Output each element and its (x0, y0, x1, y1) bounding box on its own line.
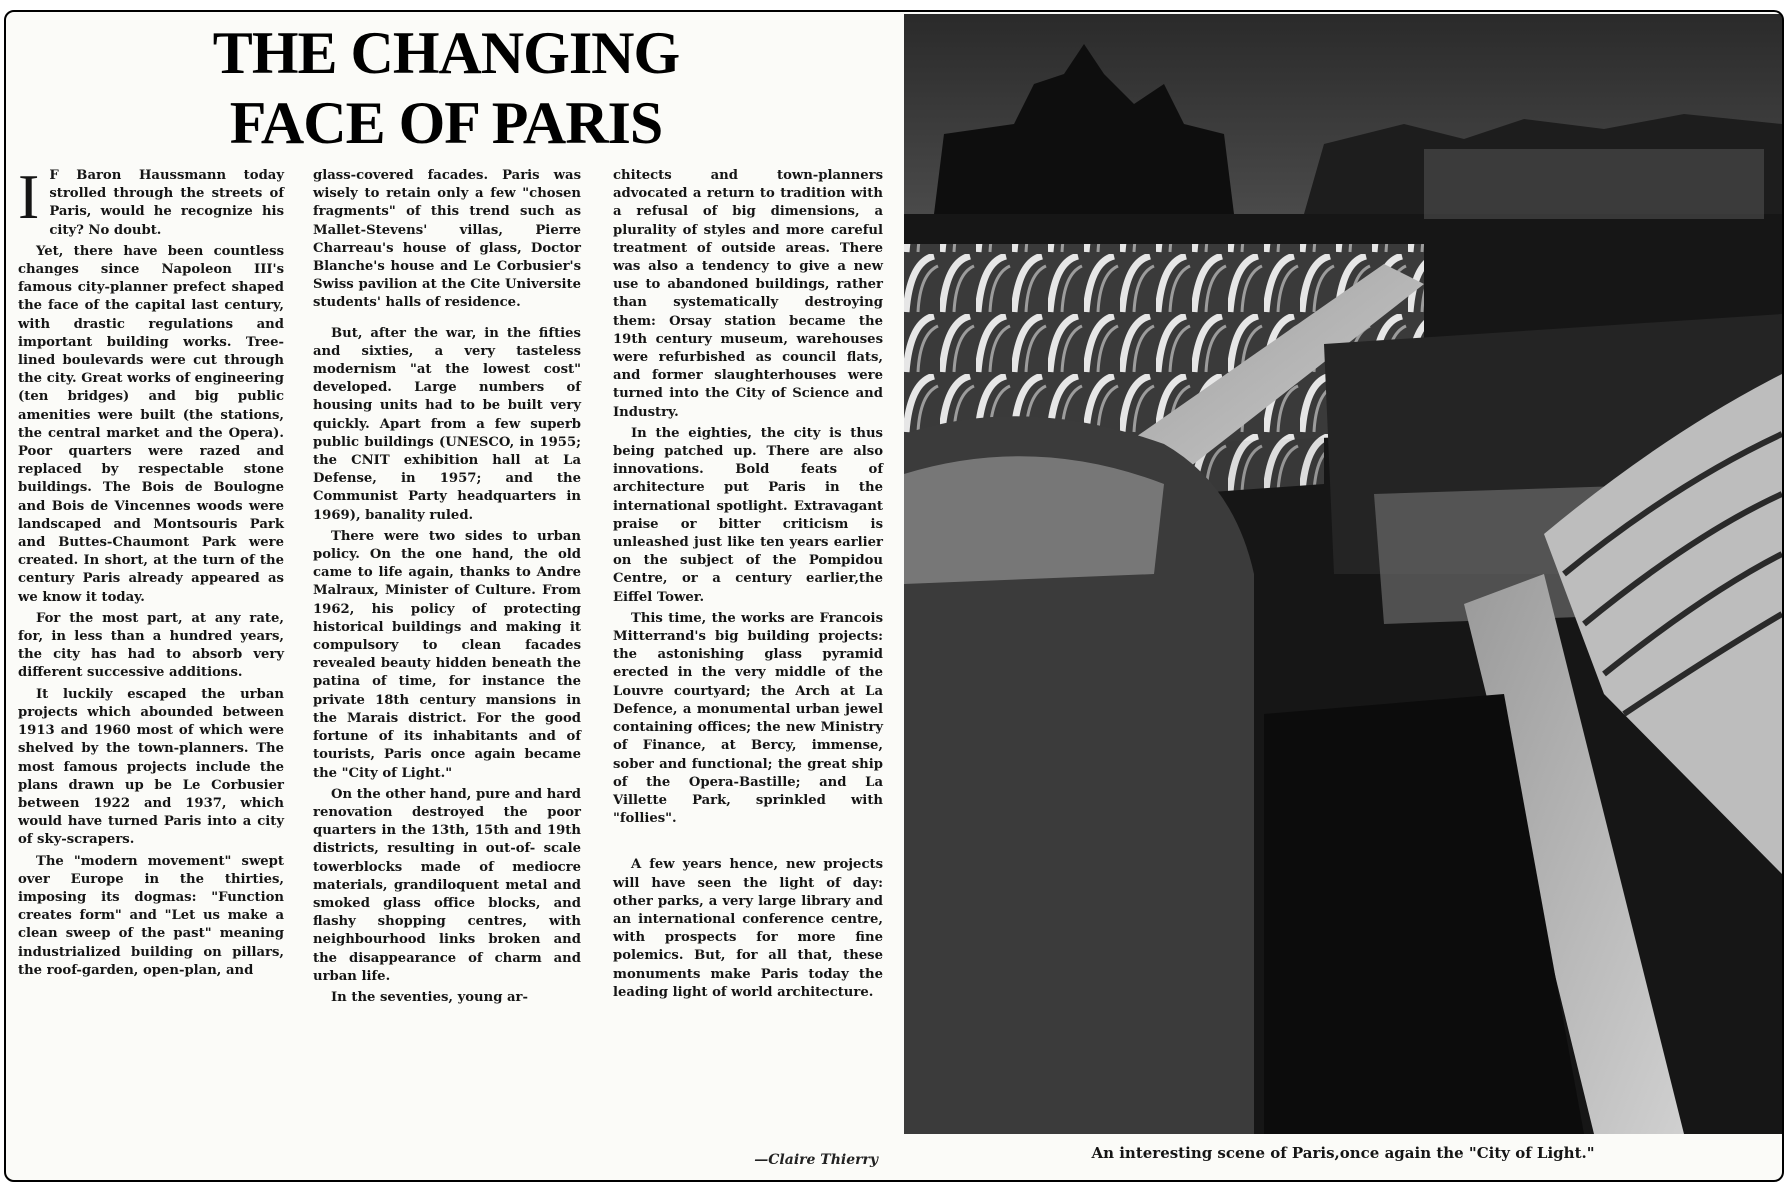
paragraph-1 (18, 161, 284, 240)
article-column-3 (613, 167, 883, 1005)
headline: THE CHANGING FACE OF PARIS (212, 20, 680, 156)
paragraph: On the other hand, pure and hard renovation destroyed the poor quarters in the 13th, 15th and 19th districts, resulting in out-of- scale towerblocks made of mediocre materials, grandiloquent metal and smoked glass office blocks, and flashy shopping centres, with neighbourhood links broken and the disappearance of charm and urban life. (313, 786, 581, 984)
paragraph: glass-covered facades. Paris was wisely to retain only a few "chosen fragments" of this trend such as Mallet-Stevens' villas, Pierre Charreau's house of glass, Doctor Blanche's house and Le Corbusier's Swiss pavilion at the Cite Universite students' halls of residence. (313, 168, 581, 311)
paragraph: Yet, there have been countless changes since Napoleon III's famous city-planner prefect shaped the face of the capital last century, with drastic regulations and important building works. Tree-lined boulevards were cut through the city. Great works of engineering (ten bridges) and big public amenities were built (the stations, the central market and the Opera). Poor quarters were razed and replaced by respectable stone buildings. The Bois de Boulogne and Bois de Vincennes woods were landscaped and Montsouris Park and Buttes-Chaumont Park were created. In short, at the turn of the century Paris already appeared as we know it today. (18, 243, 284, 605)
article-column-1 (18, 161, 284, 983)
foreground-roof (904, 456, 1164, 584)
paragraph: A few years hence, new projects will have seen the light of day: other parks, a very large library and an international conference centre, with prospects for more fine polemics. But, for all that, these monuments make Paris today the leading light of world architecture. (613, 857, 883, 1000)
building-facade (1424, 149, 1764, 219)
paragraph: There were two sides to urban policy. On the one hand, the old came to life again, thanks to Andre Malraux, Minister of Culture. From 1962, his policy of protecting historical buildings and making it compulsory to clean facades revealed beauty hidden beneath the patina of time, for instance the private 18th century mansions in the Marais district. For the good fortune of its inhabitants and of tourists, Paris once again became the "City of Light." (313, 528, 581, 781)
paragraph: In the seventies, young ar- (331, 989, 528, 1005)
photo-forum-des-halles (904, 14, 1782, 1134)
paragraph-1-text: F Baron Haussmann today strolled through the streets of Paris, would he recognize his city? No doubt. (49, 168, 284, 238)
newspaper-clipping (4, 10, 1784, 1182)
paragraph: In the eighties, the city is thus being patched up. There are also innovations. Bold feats of architecture put Paris in the international spotlight. Extravagant praise or bitter criticism is unleashed just like ten years earlier on the subject of the Pompidou Centre, or a century earlier,the Eiffel Tower. (613, 425, 883, 605)
paragraph: It luckily escaped the urban projects which abounded between 1913 and 1960 most of which were shelved by the town-planners. The most famous projects include the plans drawn up be Le Corbusier between 1922 and 1937, which would have turned Paris into a city of sky-scrapers. (18, 686, 284, 848)
paragraph: This time, the works are Francois Mitterrand's big building projects: the astonishing glass pyramid erected in the very middle of the Louvre courtyard; the Arch at La Defence, a monumental urban jewel containing offices; the new Ministry of Finance, at Bercy, immense, sober and functional; the great ship of the Opera-Bastille; and La Villette Park, sprinkled with "follies". (613, 610, 883, 827)
paragraph: The "modern movement" swept over Europe in the thirties, imposing its dogmas: "Function creates form" and "Let us make a clean sweep of the past" meaning industrialized building on pillars, the roof-garden, open-plan, and (18, 853, 284, 978)
photo-illustration (904, 14, 1782, 1134)
byline: —Claire Thierry (754, 1152, 878, 1168)
photo-caption: An interesting scene of Paris,once again the "City of Light." (1091, 1144, 1595, 1162)
paragraph: But, after the war, in the fifties and sixties, a very tasteless modernism "at the lowest cost" developed. Large numbers of housing units had to be built very quickly. Apart from a few superb public buildings (UNESCO, in 1955; the CNIT exhibition hall at La Defense, in 1957; and the Communist Party headquarters in 1969), banality ruled. (313, 325, 581, 523)
paragraph: For the most part, at any rate, for, in less than a hundred years, the city has had to absorb very different successive additions. (18, 610, 284, 681)
drop-cap: I (18, 161, 40, 232)
paragraph: chitects and town-planners advocated a return to tradition with a refusal of big dimensions, a plurality of styles and more careful treatment of outside areas. There was also a tendency to give a new use to abandoned buildings, rather than systematically destroying them: Orsay station became the 19th century museum, warehouses were refurbished as council flats, and former slaughterhouses were turned into the City of Science and Industry. (613, 168, 883, 420)
article-column-2 (313, 167, 581, 1010)
